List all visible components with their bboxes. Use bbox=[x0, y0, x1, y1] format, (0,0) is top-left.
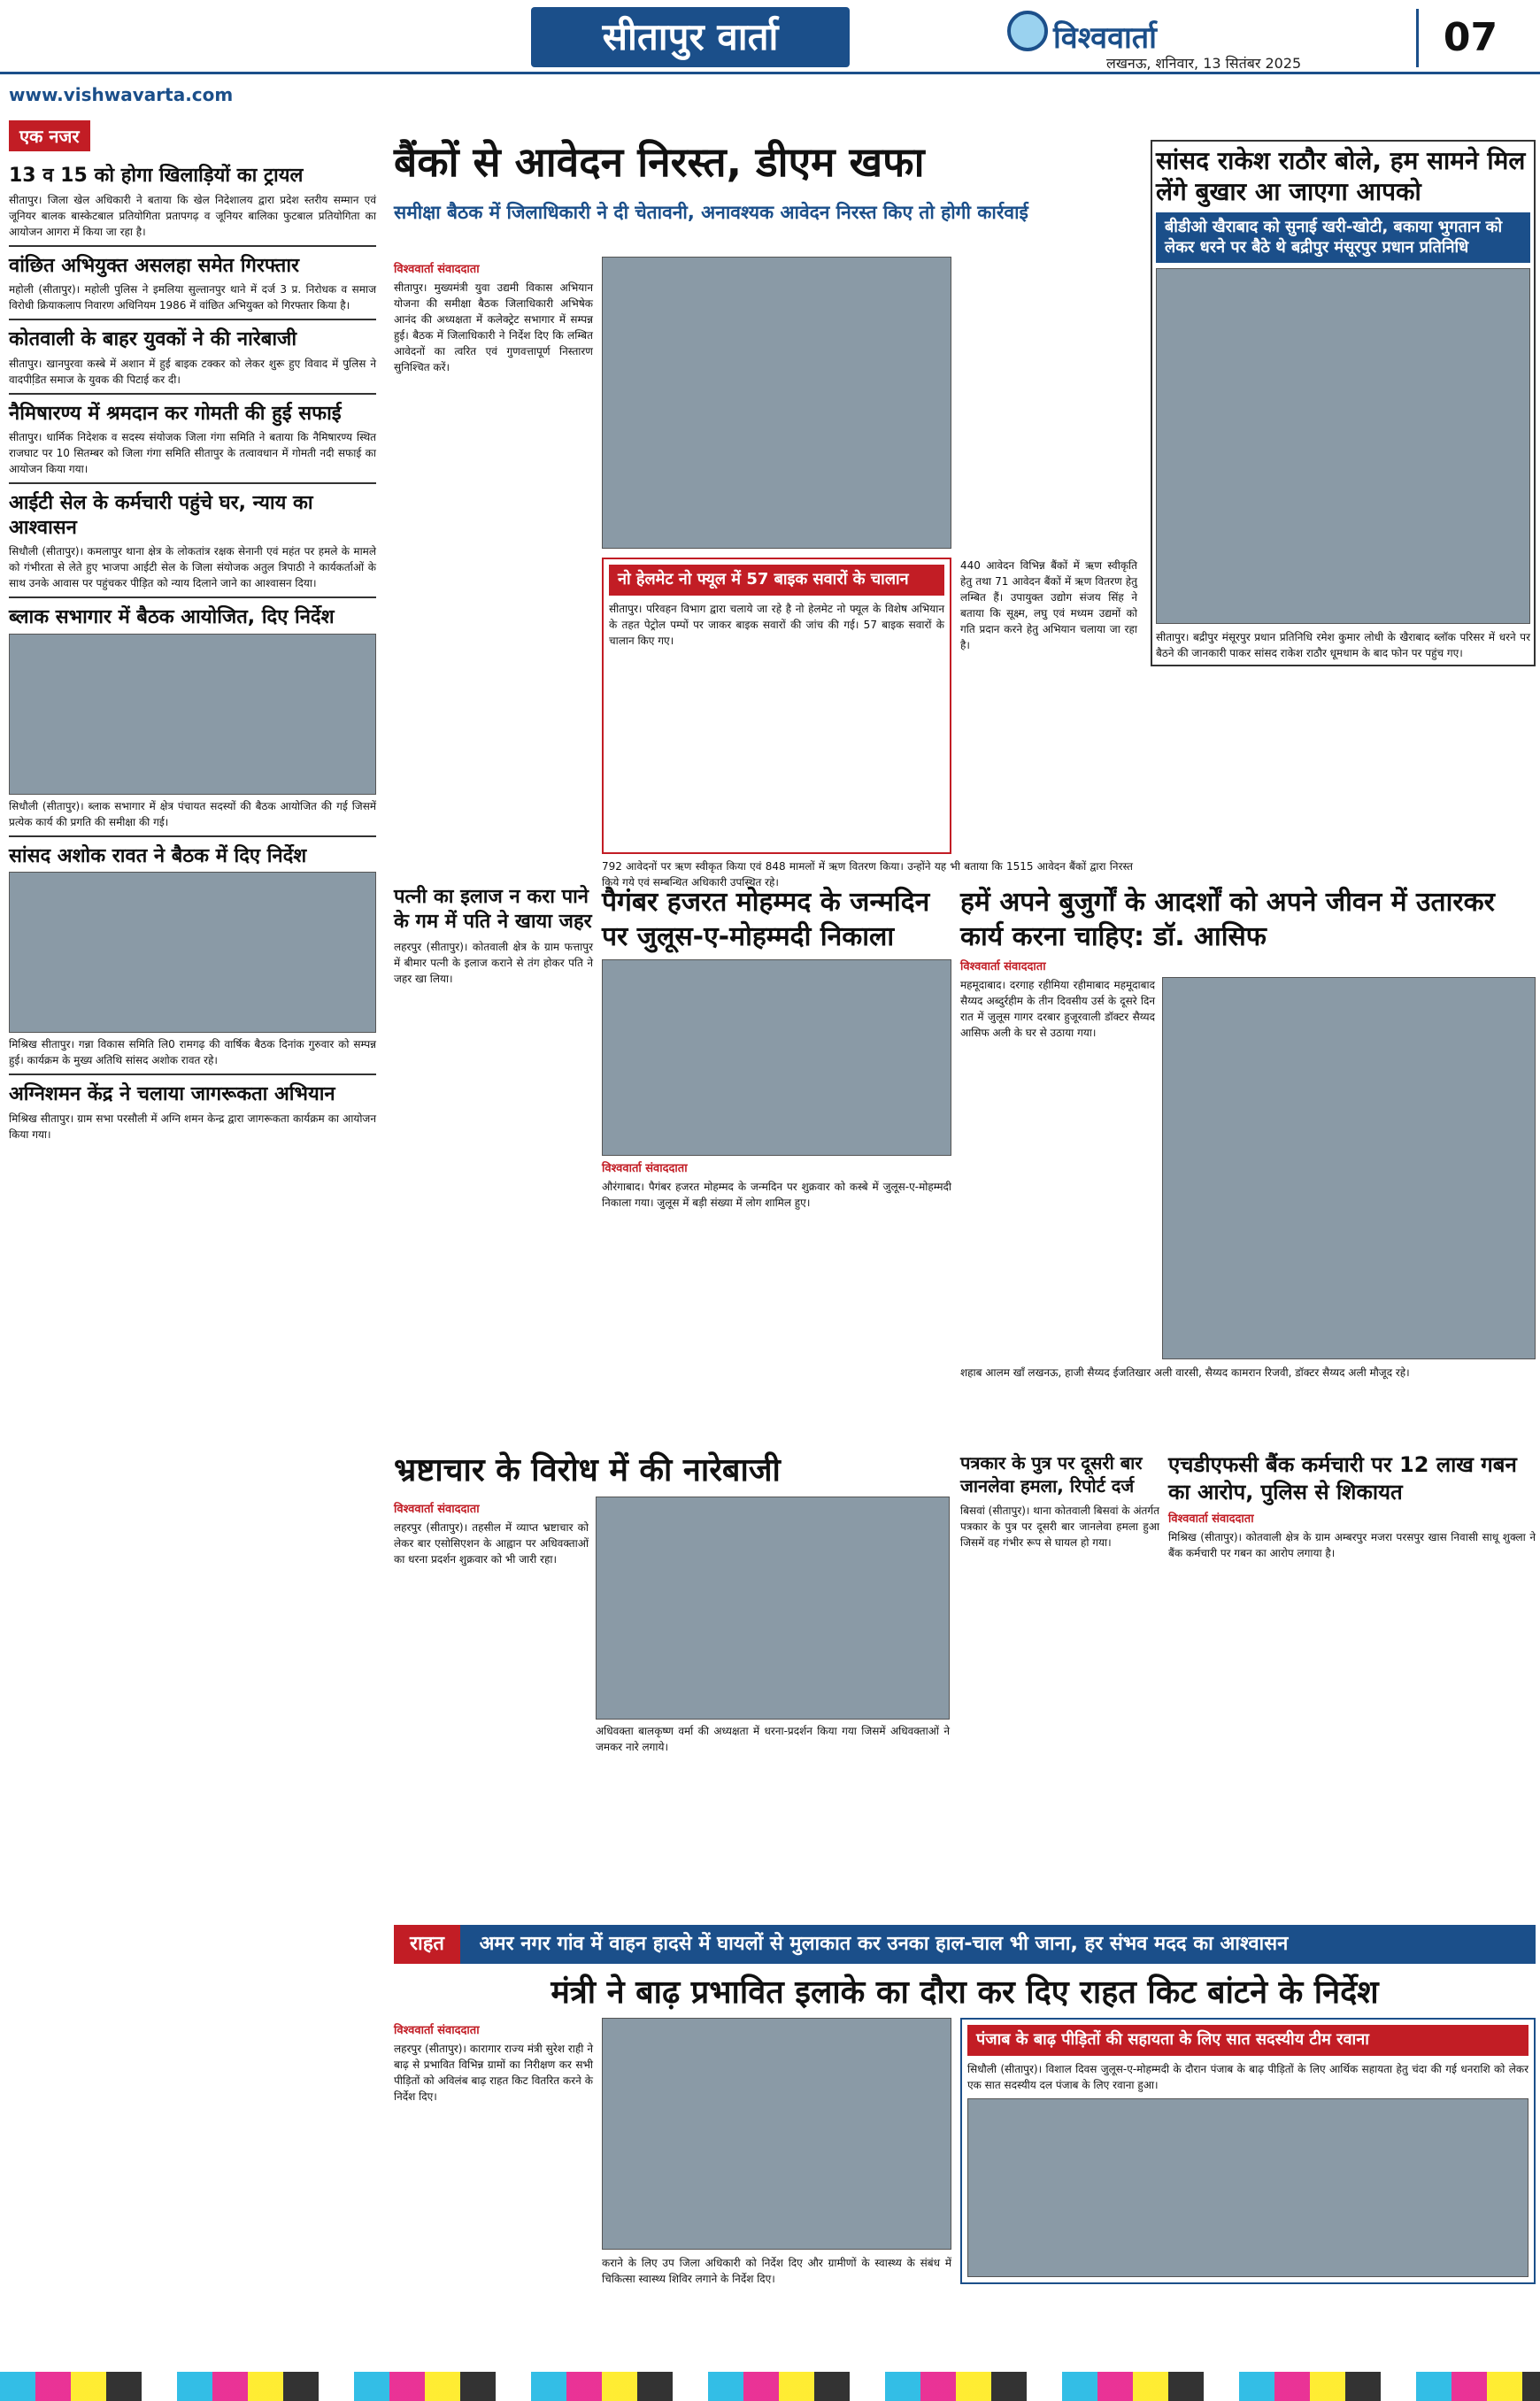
story-text: बिसवां (सीतापुर)। थाना कोतवाली बिसवां के अंतर्गत पत्रकार के पुत्र पर दूसरी बार जानलेवा हमला हुआ जिसमें वह गंभीर रूप से घायल हो गया। bbox=[960, 1504, 1159, 1549]
brand-name: विश्ववार्ता bbox=[1053, 20, 1157, 56]
relief-col-1 bbox=[394, 2018, 593, 2105]
corruption-story bbox=[394, 1451, 951, 1755]
lead-photo bbox=[602, 257, 951, 549]
story-headline: ब्लाक सभागार में बैठक आयोजित, दिए निर्देश bbox=[9, 606, 335, 628]
story-headline: सांसद अशोक रावत ने बैठक में दिए निर्देश bbox=[9, 844, 307, 867]
story-text: महोली (सीतापुर)। महोली पुलिस ने इमलिया सुल्तानपुर थाने में दर्ज 3 प्र. निरोधक व समाज विरोधी क्रियाकलाप निवारण अधिनियम 1986 में वांछित अभियुक्त को गिरफ्तार किया है। bbox=[9, 283, 376, 312]
story-text: सीतापुर। बद्रीपुर मंसूरपुर प्रधान प्रतिनिधि रमेश कुमार लोधी के खैराबाद ब्लॉक परिसर में धरने पर बैठने की जानकारी पाकर सांसद राकेश राठौर धूमधाम के बाद फोन पर पहुंच गए। bbox=[1156, 631, 1530, 659]
prophet-story bbox=[602, 885, 951, 1211]
story-headline: पत्नी का इलाज न करा पाने के गम में पति ने खाया जहर bbox=[394, 886, 592, 933]
divider bbox=[9, 482, 376, 484]
protest-photo bbox=[596, 1497, 950, 1720]
story-text: सीतापुर। जिला खेल अधिकारी ने बताया कि खेल निदेशालय द्वारा प्रदेश स्तरीय सम्मान एवं जूनियर बालक बास्केटबाल प्रतियोगिता प्रतापगढ़ व जूनियर बालिका फुटबाल प्रतियोगिता का आयोजन आगरा में किया जा रहा है। bbox=[9, 193, 376, 238]
story-text: सिधौली (सीतापुर)। विशाल दिवस जुलूस-ए-मोहम्मदी के दौरान पंजाब के बाढ़ पीड़ितों के लिए आर्थिक सहायता हेतु चंदा की गई धनराशि को लेकर एक सात सदस्यीय दल पंजाब के लिए रवाना हुआ। bbox=[967, 2062, 1528, 2091]
byline: विश्ववार्ता संवाददाता bbox=[1168, 1512, 1254, 1527]
print-registration-strip bbox=[0, 2372, 1540, 2401]
byline: विश्ववार्ता संवाददाता bbox=[394, 263, 480, 276]
divider bbox=[9, 319, 376, 320]
block-meeting-photo bbox=[9, 634, 376, 795]
story-headline: हमें अपने बुजुर्गों के आदर्शों को अपने जीवन में उतारकर कार्य करना चाहिए: डॉ. आसिफ bbox=[960, 887, 1495, 952]
story-headline: नैमिषारण्य में श्रमदान कर गोमती की हुई सफाई bbox=[9, 402, 342, 425]
story-subheadline: बीडीओ खैराबाद को सुनाई खरी-खोटी, बकाया भुगतान को लेकर धरने पर बैठे थे बद्रीपुर मंसूरपुर प्रधान प्रतिनिधि bbox=[1156, 212, 1530, 263]
story-headline: भ्रष्टाचार के विरोध में की नारेबाजी bbox=[394, 1452, 781, 1489]
wife-story bbox=[394, 885, 593, 987]
story-text: मिश्रिख सीतापुर। ग्राम सभा परसौली में अग्नि शमन केन्द्र द्वारा जागरूकता कार्यक्रम का आयोजन किया गया। bbox=[9, 1112, 376, 1141]
urs-photo bbox=[1162, 977, 1536, 1359]
relief-bar-text: अमर नगर गांव में वाहन हादसे में घायलों से मुलाकात कर उनका हाल-चाल भी जाना, हर संभव मदद का आश्वासन bbox=[479, 1933, 1289, 1955]
divider bbox=[9, 596, 376, 598]
helmet-text: सीतापुर। परिवहन विभाग द्वारा चलाये जा रहे है नो हेलमेट नो फ्यूल के विशेष अभियान के तहत पेट्रोल पम्पों पर जाकर बाइक सवारों की जांच की गई। 57 बाइक सवारों के चालान किए गए। bbox=[609, 602, 944, 647]
byline: विश्ववार्ता संवाददाता bbox=[394, 2024, 480, 2037]
story-headline: अग्निशमन केंद्र ने चलाया जागरूकता अभियान bbox=[9, 1083, 335, 1105]
relief-col-2 bbox=[602, 2018, 951, 2287]
lead-col-1 bbox=[394, 257, 593, 375]
story-headline: वांछित अभियुक्त असलहा समेत गिरफ्तार bbox=[9, 254, 300, 277]
story-text: लहरपुर (सीतापुर)। कारागार राज्य मंत्री सुरेश राही ने बाढ़ से प्रभावित विभिन्न ग्रामों का निरीक्षण कर सभी पीड़ितों को अविलंब बाढ़ राहत किट वितरित करने के निर्देश दिए। bbox=[394, 2043, 593, 2103]
relief-bar bbox=[394, 1925, 1536, 1964]
divider bbox=[9, 393, 376, 395]
left-story-5 bbox=[9, 605, 376, 830]
helmet-headline: नो हेलमेट नो फ्यूल में 57 बाइक सवारों के चालान bbox=[609, 565, 944, 596]
story-headline: आईटी सेल के कर्मचारी पहुंचे घर, न्याय का आश्वासन bbox=[9, 492, 313, 539]
lead-col-3 bbox=[960, 558, 1137, 653]
minister-photo bbox=[602, 2018, 951, 2250]
lead-text-2: 440 आवेदन विभिन्न बैंकों में ऋण स्वीकृति हेतु तथा 71 आवेदन बैंकों में ऋण वितरण हेतु लम्बित हैं। उपायुक्त उद्योग संजय सिंह ने बताया कि सूक्ष्म, लघु एवं मध्यम उद्यमों को गति प्रदान करने हेतु अभियान चलाया जा रहा है। bbox=[960, 559, 1137, 651]
story-text: लहरपुर (सीतापुर)। तहसील में व्याप्त भ्रष्टाचार को लेकर बार एसोसिएशन के आह्वान पर अधिवक्ताओं का धरना प्रदर्शन शुक्रवार को भी जारी रहा। bbox=[394, 1521, 589, 1566]
byline: विश्ववार्ता संवाददाता bbox=[602, 1162, 688, 1175]
lead-subheadline: समीक्षा बैठक में जिलाधिकारी ने दी चेतावनी, अनावश्यक आवेदन निरस्त किए तो होगी कार्रवाई bbox=[394, 202, 1028, 223]
story-headline: पंजाब के बाढ़ पीड़ितों की सहायता के लिए सात सदस्यीय टीम रवाना bbox=[967, 2025, 1528, 2056]
lead-caption: 792 आवेदनों पर ऋण स्वीकृत किया एवं 848 मामलों में ऋण वितरण किया। उन्होंने यह भी बताया कि 1515 आवेदन बैंकों द्वारा निरस्त किये गये एवं सम्बन्धित अधिकारी उपस्थित रहे। bbox=[602, 860, 1133, 889]
punjab-story bbox=[960, 2018, 1536, 2284]
attack-story bbox=[960, 1451, 1159, 1551]
left-story-1 bbox=[9, 254, 376, 314]
story-text: मिश्रिख सीतापुर। गन्ना विकास समिति लि0 रामगढ़ की वार्षिक बैठक दिनांक गुरुवार को सम्पन्न हुई। कार्यक्रम के मुख्य अतिथि सांसद अशोक रावत रहे। bbox=[9, 1038, 376, 1066]
story-text: मिश्रिख (सीतापुर)। कोतवाली क्षेत्र के ग्राम अम्बरपुर मजरा परसपुर खास निवासी साधू शुक्ला ने बैंक कर्मचारी पर गबन का आरोप लगाया है। bbox=[1168, 1531, 1536, 1560]
left-column bbox=[9, 115, 376, 1148]
relief-tag: राहत bbox=[394, 1925, 460, 1964]
story-text: औरंगाबाद। पैगंबर हजरत मोहम्मद के जन्मदिन पर शुक्रवार को कस्बे में जुलूस-ए-मोहम्मदी निकाला गया। जुलूस में बड़ी संख्या में लोग शामिल हुए। bbox=[602, 1181, 951, 1209]
left-story-7 bbox=[9, 1082, 376, 1143]
story-headline: सांसद राकेश राठौर बोले, हम सामने मिल लेंगे बुखार आ जाएगा आपको bbox=[1156, 146, 1526, 206]
divider bbox=[9, 1074, 376, 1075]
story-text: सीतापुर। धार्मिक निदेशक व सदस्य संयोजक जिला गंगा समिति ने बताया कि नैमिषारण्य स्थित राजघाट पर 10 सितम्बर को जिला गंगा समिति सीतापुर के तत्वावधान में गोमती नदी सफाई का आयोजन किया गया। bbox=[9, 431, 376, 475]
left-story-4 bbox=[9, 491, 376, 591]
dateline: लखनऊ, शनिवार, 13 सितंबर 2025 bbox=[1106, 55, 1302, 72]
left-story-3 bbox=[9, 402, 376, 478]
byline: विश्ववार्ता संवाददाता bbox=[960, 960, 1046, 973]
mp-rathore-story bbox=[1151, 140, 1536, 666]
story-headline: 13 व 15 को होगा खिलाड़ियों का ट्रायल bbox=[9, 165, 304, 187]
story-headline: पत्रकार के पुत्र पर दूसरी बार जानलेवा हमला, रिपोर्ट दर्ज bbox=[960, 1452, 1143, 1497]
hdfc-story bbox=[1168, 1451, 1536, 1561]
lead-headline: बैंकों से आवेदन निरस्त, डीएम खफा bbox=[394, 138, 925, 186]
byline: विश्ववार्ता संवाददाता bbox=[394, 1503, 480, 1517]
left-story-6 bbox=[9, 844, 376, 1069]
mp-meeting-photo bbox=[9, 872, 376, 1033]
page-number: 07 bbox=[1416, 9, 1522, 67]
story-text: लहरपुर (सीतापुर)। कोतवाली क्षेत्र के ग्राम फत्तापुर में बीमार पत्नी के इलाज कराने से तंग होकर पति ने जहर खा लिया। bbox=[394, 941, 593, 985]
lead-text: सीतापुर। मुख्यमंत्री युवा उद्यमी विकास अभियान योजना की समीक्षा बैठक जिलाधिकारी अभिषेक आनंद की अध्यक्षता में कलेक्ट्रेट सभागार में सम्पन्न हुई। बैठक में जिलाधिकारी ने निर्देश दिए कि लम्बित आवेदनों का त्वरित एवं गुणवत्तापूर्ण निस्तारण सुनिश्चित करें। bbox=[394, 281, 593, 373]
left-story-2 bbox=[9, 327, 376, 388]
procession-photo bbox=[602, 959, 951, 1156]
punjab-team-photo bbox=[967, 2098, 1528, 2277]
story-text: सिधौली (सीतापुर)। ब्लाक सभागार में क्षेत्र पंचायत सदस्यों की बैठक आयोजित की गई जिसमें प्रत्येक कार्य की प्रगति की समीक्षा की गई। bbox=[9, 799, 376, 828]
story-text-2: कराने के लिए उप जिला अधिकारी को निर्देश दिए और ग्रामीणों के स्वास्थ्य के संबंध में चिकित्सा स्वास्थ्य शिविर लगाने के निर्देश दिए। bbox=[602, 2257, 951, 2285]
divider bbox=[9, 835, 376, 837]
website-url[interactable]: www.vishwavarta.com bbox=[9, 84, 234, 105]
story-caption: अधिवक्ता बालकृष्ण वर्मा की अध्यक्षता में धरना-प्रदर्शन किया गया जिसमें अधिवक्ताओं ने जमकर नारे लगाये। bbox=[596, 1725, 950, 1754]
story-text: सिधौली (सीतापुर)। कमलापुर थाना क्षेत्र के लोकतांत्र रक्षक सेनानी एवं महंत पर हमले के मामले को गंभीरता से लेते हुए भाजपा आईटी सेल के जिला संयोजक अतुल त्रिपाठी ने कार्यकर्ताओं के साथ उनके आवास पर पहुंचकर पीड़ित को न्याय दिलाने जाने का आश्वासन दिया। bbox=[9, 545, 376, 589]
relief-headline: मंत्री ने बाढ़ प्रभावित इलाके का दौरा कर दिए राहत किट बांटने के निर्देश bbox=[551, 1974, 1379, 2011]
story-headline: पैगंबर हजरत मोहम्मद के जन्मदिन पर जुलूस-ए-मोहम्मदी निकाला bbox=[602, 887, 930, 952]
asif-story bbox=[960, 885, 1536, 1381]
divider bbox=[9, 245, 376, 247]
story-text: सीतापुर। खानपुरवा कस्बे में अशान में हुई बाइक टक्कर को लेकर शुरू हुए विवाद में पुलिस ने वादपीडि़त समाज के युवक की पिटाई कर दी। bbox=[9, 357, 376, 386]
story-text: महमूदाबाद। दरगाह रहीमिया रहीमाबाद महमूदाबाद सैय्यद अब्दुर्रहीम के तीन दिवसीय उर्स के दूसरे दिन रात में जुलूस गागर दरबार हुजूरवाली डॉक्टर सैय्यद आसिफ अली के घर से उठाया गया। bbox=[960, 979, 1155, 1039]
rathore-photo bbox=[1156, 268, 1530, 624]
story-caption: शहाब आलम खाँ लखनऊ, हाजी सैय्यद ईजतिखार अली वारसी, सैय्यद कामरान रिजवी, डॉक्टर सैय्यद अली मौजूद रहे। bbox=[960, 1366, 1410, 1379]
story-headline: कोतवाली के बाहर युवकों ने की नारेबाजी bbox=[9, 328, 297, 350]
ek-nazar-tag: एक नजर bbox=[9, 120, 90, 151]
story-headline: एचडीएफसी बैंक कर्मचारी पर 12 लाख गबन का आरोप, पुलिस से शिकायत bbox=[1168, 1452, 1517, 1505]
brand-logo-icon bbox=[1007, 11, 1048, 51]
section-title: सीतापुर वार्ता bbox=[531, 7, 850, 67]
helmet-box bbox=[602, 558, 951, 854]
left-story-0 bbox=[9, 164, 376, 240]
